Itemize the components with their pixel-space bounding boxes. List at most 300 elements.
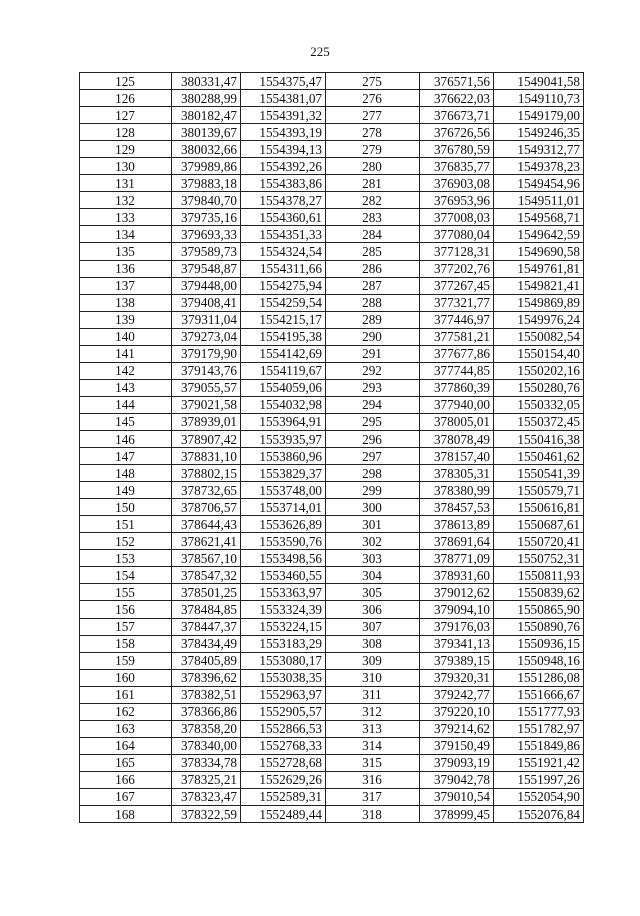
table-row [80, 516, 584, 533]
y-coordinate-right: 1550752,31 [494, 550, 584, 567]
x-coordinate-left: 378325,21 [172, 771, 241, 788]
point-number-left: 148 [80, 465, 172, 482]
table-row [80, 618, 584, 635]
y-coordinate-right: 1550936,15 [494, 635, 584, 652]
table-row [80, 124, 584, 141]
point-number-left: 126 [80, 90, 172, 107]
table-row [80, 362, 584, 379]
x-coordinate-right: 377008,03 [420, 209, 494, 226]
point-number-right: 288 [326, 294, 420, 311]
point-number-right: 277 [326, 107, 420, 124]
point-number-left: 139 [80, 311, 172, 328]
y-coordinate-left: 1553626,89 [241, 516, 326, 533]
point-number-left: 133 [80, 209, 172, 226]
point-number-right: 279 [326, 141, 420, 158]
x-coordinate-left: 378322,59 [172, 806, 241, 823]
point-number-left: 138 [80, 294, 172, 311]
point-number-left: 137 [80, 277, 172, 294]
table-row [80, 141, 584, 158]
point-number-right: 275 [326, 73, 420, 90]
point-number-right: 301 [326, 516, 420, 533]
x-coordinate-right: 379214,62 [420, 720, 494, 737]
y-coordinate-right: 1550865,90 [494, 601, 584, 618]
y-coordinate-left: 1553080,17 [241, 652, 326, 669]
x-coordinate-left: 378939,01 [172, 413, 241, 430]
point-number-left: 160 [80, 669, 172, 686]
point-number-left: 154 [80, 567, 172, 584]
x-coordinate-right: 378005,01 [420, 413, 494, 430]
y-coordinate-right: 1551849,86 [494, 737, 584, 754]
point-number-left: 157 [80, 618, 172, 635]
x-coordinate-right: 378457,53 [420, 499, 494, 516]
y-coordinate-left: 1553038,35 [241, 669, 326, 686]
x-coordinate-right: 378157,40 [420, 448, 494, 465]
x-coordinate-left: 378501,25 [172, 584, 241, 601]
table-row [80, 158, 584, 175]
point-number-left: 150 [80, 499, 172, 516]
x-coordinate-right: 377860,39 [420, 379, 494, 396]
y-coordinate-left: 1554311,66 [241, 260, 326, 277]
point-number-left: 140 [80, 328, 172, 345]
x-coordinate-right: 378380,99 [420, 482, 494, 499]
x-coordinate-right: 378305,31 [420, 465, 494, 482]
point-number-left: 152 [80, 533, 172, 550]
point-number-right: 276 [326, 90, 420, 107]
x-coordinate-left: 380288,99 [172, 90, 241, 107]
x-coordinate-right: 377321,77 [420, 294, 494, 311]
y-coordinate-left: 1554351,33 [241, 226, 326, 243]
y-coordinate-right: 1549821,41 [494, 277, 584, 294]
table-row [80, 550, 584, 567]
point-number-right: 285 [326, 243, 420, 260]
point-number-left: 129 [80, 141, 172, 158]
table-row [80, 788, 584, 805]
coordinates-table [79, 72, 584, 823]
y-coordinate-right: 1549110,73 [494, 90, 584, 107]
point-number-left: 156 [80, 601, 172, 618]
x-coordinate-right: 378078,49 [420, 430, 494, 447]
table-row [80, 635, 584, 652]
point-number-right: 308 [326, 635, 420, 652]
y-coordinate-right: 1550579,71 [494, 482, 584, 499]
point-number-right: 290 [326, 328, 420, 345]
y-coordinate-right: 1551777,93 [494, 703, 584, 720]
y-coordinate-right: 1550082,54 [494, 328, 584, 345]
y-coordinate-right: 1550372,45 [494, 413, 584, 430]
y-coordinate-right: 1552054,90 [494, 788, 584, 805]
y-coordinate-right: 1551997,26 [494, 771, 584, 788]
x-coordinate-right: 377202,76 [420, 260, 494, 277]
y-coordinate-right: 1550332,05 [494, 396, 584, 413]
x-coordinate-right: 379093,19 [420, 754, 494, 771]
x-coordinate-right: 376780,59 [420, 141, 494, 158]
y-coordinate-left: 1554383,86 [241, 175, 326, 192]
point-number-right: 311 [326, 686, 420, 703]
point-number-right: 286 [326, 260, 420, 277]
point-number-right: 307 [326, 618, 420, 635]
y-coordinate-right: 1549869,89 [494, 294, 584, 311]
x-coordinate-left: 378382,51 [172, 686, 241, 703]
x-coordinate-left: 378706,57 [172, 499, 241, 516]
point-number-left: 128 [80, 124, 172, 141]
point-number-right: 304 [326, 567, 420, 584]
x-coordinate-right: 379220,10 [420, 703, 494, 720]
y-coordinate-left: 1552905,57 [241, 703, 326, 720]
table-row [80, 669, 584, 686]
y-coordinate-left: 1553498,56 [241, 550, 326, 567]
point-number-right: 291 [326, 345, 420, 362]
x-coordinate-left: 379883,18 [172, 175, 241, 192]
point-number-right: 302 [326, 533, 420, 550]
point-number-left: 161 [80, 686, 172, 703]
x-coordinate-left: 378547,32 [172, 567, 241, 584]
x-coordinate-right: 376622,03 [420, 90, 494, 107]
y-coordinate-left: 1554392,26 [241, 158, 326, 175]
x-coordinate-left: 378396,62 [172, 669, 241, 686]
point-number-right: 281 [326, 175, 420, 192]
point-number-right: 297 [326, 448, 420, 465]
point-number-right: 293 [326, 379, 420, 396]
x-coordinate-left: 378340,00 [172, 737, 241, 754]
y-coordinate-left: 1553363,97 [241, 584, 326, 601]
point-number-left: 125 [80, 73, 172, 90]
x-coordinate-left: 378732,65 [172, 482, 241, 499]
y-coordinate-left: 1554032,98 [241, 396, 326, 413]
point-number-right: 316 [326, 771, 420, 788]
table-row [80, 448, 584, 465]
x-coordinate-left: 379273,04 [172, 328, 241, 345]
x-coordinate-left: 378644,43 [172, 516, 241, 533]
x-coordinate-right: 379012,62 [420, 584, 494, 601]
point-number-right: 306 [326, 601, 420, 618]
point-number-right: 300 [326, 499, 420, 516]
point-number-right: 298 [326, 465, 420, 482]
table-row [80, 413, 584, 430]
table-row [80, 771, 584, 788]
x-coordinate-right: 376953,96 [420, 192, 494, 209]
table-row [80, 806, 584, 823]
table-row [80, 533, 584, 550]
x-coordinate-right: 378771,09 [420, 550, 494, 567]
y-coordinate-right: 1550839,62 [494, 584, 584, 601]
table-row [80, 686, 584, 703]
y-coordinate-right: 1549761,81 [494, 260, 584, 277]
y-coordinate-left: 1554259,54 [241, 294, 326, 311]
point-number-left: 151 [80, 516, 172, 533]
x-coordinate-right: 379389,15 [420, 652, 494, 669]
point-number-right: 310 [326, 669, 420, 686]
y-coordinate-left: 1553324,39 [241, 601, 326, 618]
x-coordinate-right: 379150,49 [420, 737, 494, 754]
x-coordinate-right: 379042,78 [420, 771, 494, 788]
point-number-right: 282 [326, 192, 420, 209]
x-coordinate-left: 378334,78 [172, 754, 241, 771]
x-coordinate-right: 379341,13 [420, 635, 494, 652]
table-row [80, 328, 584, 345]
y-coordinate-right: 1550687,61 [494, 516, 584, 533]
table-row [80, 73, 584, 90]
table-row [80, 465, 584, 482]
x-coordinate-left: 379989,86 [172, 158, 241, 175]
x-coordinate-left: 378366,86 [172, 703, 241, 720]
y-coordinate-left: 1554394,13 [241, 141, 326, 158]
x-coordinate-right: 377744,85 [420, 362, 494, 379]
y-coordinate-left: 1552629,26 [241, 771, 326, 788]
point-number-left: 132 [80, 192, 172, 209]
point-number-left: 162 [80, 703, 172, 720]
x-coordinate-left: 380139,67 [172, 124, 241, 141]
x-coordinate-right: 377128,31 [420, 243, 494, 260]
y-coordinate-right: 1550461,62 [494, 448, 584, 465]
y-coordinate-left: 1554119,67 [241, 362, 326, 379]
x-coordinate-left: 379589,73 [172, 243, 241, 260]
x-coordinate-right: 376571,56 [420, 73, 494, 90]
y-coordinate-left: 1552728,68 [241, 754, 326, 771]
point-number-left: 155 [80, 584, 172, 601]
y-coordinate-right: 1549568,71 [494, 209, 584, 226]
table-row [80, 209, 584, 226]
table-row [80, 311, 584, 328]
y-coordinate-right: 1549246,35 [494, 124, 584, 141]
table-row [80, 294, 584, 311]
y-coordinate-right: 1549642,59 [494, 226, 584, 243]
y-coordinate-left: 1553224,15 [241, 618, 326, 635]
y-coordinate-right: 1549511,01 [494, 192, 584, 209]
y-coordinate-left: 1554360,61 [241, 209, 326, 226]
point-number-right: 295 [326, 413, 420, 430]
point-number-right: 303 [326, 550, 420, 567]
x-coordinate-right: 379320,31 [420, 669, 494, 686]
x-coordinate-right: 379010,54 [420, 788, 494, 805]
coordinates-table-body [80, 73, 584, 823]
point-number-right: 278 [326, 124, 420, 141]
y-coordinate-left: 1554393,19 [241, 124, 326, 141]
table-row [80, 499, 584, 516]
y-coordinate-left: 1553964,91 [241, 413, 326, 430]
point-number-right: 283 [326, 209, 420, 226]
point-number-left: 145 [80, 413, 172, 430]
y-coordinate-left: 1553460,55 [241, 567, 326, 584]
x-coordinate-right: 379094,10 [420, 601, 494, 618]
y-coordinate-right: 1550616,81 [494, 499, 584, 516]
table-row [80, 482, 584, 499]
x-coordinate-right: 376673,71 [420, 107, 494, 124]
x-coordinate-left: 378323,47 [172, 788, 241, 805]
table-row [80, 652, 584, 669]
y-coordinate-left: 1554378,27 [241, 192, 326, 209]
y-coordinate-left: 1552866,53 [241, 720, 326, 737]
y-coordinate-left: 1553860,96 [241, 448, 326, 465]
table-row [80, 737, 584, 754]
y-coordinate-right: 1550154,40 [494, 345, 584, 362]
y-coordinate-right: 1552076,84 [494, 806, 584, 823]
y-coordinate-right: 1550416,38 [494, 430, 584, 447]
x-coordinate-right: 376835,77 [420, 158, 494, 175]
x-coordinate-right: 377267,45 [420, 277, 494, 294]
y-coordinate-left: 1554275,94 [241, 277, 326, 294]
y-coordinate-right: 1550948,16 [494, 652, 584, 669]
x-coordinate-left: 380182,47 [172, 107, 241, 124]
point-number-left: 158 [80, 635, 172, 652]
table-row [80, 192, 584, 209]
y-coordinate-right: 1549378,23 [494, 158, 584, 175]
y-coordinate-right: 1549454,96 [494, 175, 584, 192]
point-number-left: 159 [80, 652, 172, 669]
y-coordinate-left: 1552768,33 [241, 737, 326, 754]
y-coordinate-right: 1550720,41 [494, 533, 584, 550]
x-coordinate-left: 378484,85 [172, 601, 241, 618]
x-coordinate-left: 380032,66 [172, 141, 241, 158]
y-coordinate-left: 1553935,97 [241, 430, 326, 447]
y-coordinate-left: 1554195,38 [241, 328, 326, 345]
x-coordinate-left: 379693,33 [172, 226, 241, 243]
point-number-left: 142 [80, 362, 172, 379]
table-row [80, 584, 584, 601]
point-number-left: 144 [80, 396, 172, 413]
table-row [80, 277, 584, 294]
x-coordinate-left: 379311,04 [172, 311, 241, 328]
point-number-right: 287 [326, 277, 420, 294]
point-number-left: 147 [80, 448, 172, 465]
table-row [80, 175, 584, 192]
y-coordinate-right: 1551666,67 [494, 686, 584, 703]
x-coordinate-right: 378999,45 [420, 806, 494, 823]
x-coordinate-left: 379179,90 [172, 345, 241, 362]
point-number-left: 143 [80, 379, 172, 396]
x-coordinate-left: 379448,00 [172, 277, 241, 294]
x-coordinate-left: 379055,57 [172, 379, 241, 396]
y-coordinate-left: 1554391,32 [241, 107, 326, 124]
x-coordinate-right: 379176,03 [420, 618, 494, 635]
point-number-right: 313 [326, 720, 420, 737]
table-row [80, 703, 584, 720]
x-coordinate-right: 377940,00 [420, 396, 494, 413]
y-coordinate-right: 1550890,76 [494, 618, 584, 635]
x-coordinate-right: 378931,60 [420, 567, 494, 584]
point-number-right: 314 [326, 737, 420, 754]
point-number-right: 280 [326, 158, 420, 175]
point-number-left: 149 [80, 482, 172, 499]
point-number-right: 299 [326, 482, 420, 499]
y-coordinate-left: 1554059,06 [241, 379, 326, 396]
point-number-left: 166 [80, 771, 172, 788]
x-coordinate-right: 377080,04 [420, 226, 494, 243]
x-coordinate-left: 379143,76 [172, 362, 241, 379]
x-coordinate-left: 379548,87 [172, 260, 241, 277]
y-coordinate-right: 1551782,97 [494, 720, 584, 737]
x-coordinate-left: 378802,15 [172, 465, 241, 482]
table-row [80, 754, 584, 771]
y-coordinate-left: 1553590,76 [241, 533, 326, 550]
x-coordinate-left: 379840,70 [172, 192, 241, 209]
y-coordinate-right: 1549690,58 [494, 243, 584, 260]
point-number-left: 130 [80, 158, 172, 175]
point-number-left: 127 [80, 107, 172, 124]
x-coordinate-left: 379021,58 [172, 396, 241, 413]
y-coordinate-left: 1554381,07 [241, 90, 326, 107]
y-coordinate-left: 1553714,01 [241, 499, 326, 516]
table-row [80, 396, 584, 413]
y-coordinate-right: 1549976,24 [494, 311, 584, 328]
point-number-right: 289 [326, 311, 420, 328]
point-number-right: 312 [326, 703, 420, 720]
x-coordinate-left: 378567,10 [172, 550, 241, 567]
table-row [80, 260, 584, 277]
x-coordinate-left: 378434,49 [172, 635, 241, 652]
y-coordinate-right: 1550280,76 [494, 379, 584, 396]
x-coordinate-left: 378358,20 [172, 720, 241, 737]
y-coordinate-right: 1551286,08 [494, 669, 584, 686]
point-number-left: 136 [80, 260, 172, 277]
y-coordinate-right: 1550202,16 [494, 362, 584, 379]
x-coordinate-left: 378907,42 [172, 430, 241, 447]
point-number-left: 163 [80, 720, 172, 737]
x-coordinate-left: 378831,10 [172, 448, 241, 465]
y-coordinate-left: 1553183,29 [241, 635, 326, 652]
y-coordinate-right: 1549312,77 [494, 141, 584, 158]
x-coordinate-left: 378447,37 [172, 618, 241, 635]
point-number-left: 134 [80, 226, 172, 243]
x-coordinate-left: 379735,16 [172, 209, 241, 226]
y-coordinate-right: 1551921,42 [494, 754, 584, 771]
point-number-left: 135 [80, 243, 172, 260]
table-row [80, 379, 584, 396]
point-number-left: 141 [80, 345, 172, 362]
point-number-left: 165 [80, 754, 172, 771]
x-coordinate-left: 378405,89 [172, 652, 241, 669]
table-row [80, 107, 584, 124]
y-coordinate-left: 1552589,31 [241, 788, 326, 805]
x-coordinate-left: 380331,47 [172, 73, 241, 90]
y-coordinate-right: 1549179,00 [494, 107, 584, 124]
y-coordinate-left: 1554142,69 [241, 345, 326, 362]
point-number-right: 294 [326, 396, 420, 413]
y-coordinate-left: 1554324,54 [241, 243, 326, 260]
point-number-right: 317 [326, 788, 420, 805]
table-row [80, 601, 584, 618]
point-number-left: 131 [80, 175, 172, 192]
x-coordinate-right: 377581,21 [420, 328, 494, 345]
y-coordinate-left: 1552489,44 [241, 806, 326, 823]
y-coordinate-left: 1553829,37 [241, 465, 326, 482]
x-coordinate-right: 376726,56 [420, 124, 494, 141]
x-coordinate-right: 378691,64 [420, 533, 494, 550]
page-number: 225 [310, 44, 330, 59]
point-number-left: 167 [80, 788, 172, 805]
point-number-right: 296 [326, 430, 420, 447]
y-coordinate-left: 1554215,17 [241, 311, 326, 328]
point-number-right: 318 [326, 806, 420, 823]
point-number-right: 305 [326, 584, 420, 601]
point-number-left: 164 [80, 737, 172, 754]
point-number-right: 292 [326, 362, 420, 379]
table-row [80, 90, 584, 107]
table-row [80, 243, 584, 260]
y-coordinate-left: 1554375,47 [241, 73, 326, 90]
x-coordinate-left: 379408,41 [172, 294, 241, 311]
x-coordinate-right: 377446,97 [420, 311, 494, 328]
table-row [80, 226, 584, 243]
x-coordinate-right: 378613,89 [420, 516, 494, 533]
table-row [80, 567, 584, 584]
y-coordinate-left: 1552963,97 [241, 686, 326, 703]
x-coordinate-right: 379242,77 [420, 686, 494, 703]
table-row [80, 720, 584, 737]
y-coordinate-right: 1549041,58 [494, 73, 584, 90]
x-coordinate-left: 378621,41 [172, 533, 241, 550]
x-coordinate-right: 376903,08 [420, 175, 494, 192]
point-number-left: 153 [80, 550, 172, 567]
